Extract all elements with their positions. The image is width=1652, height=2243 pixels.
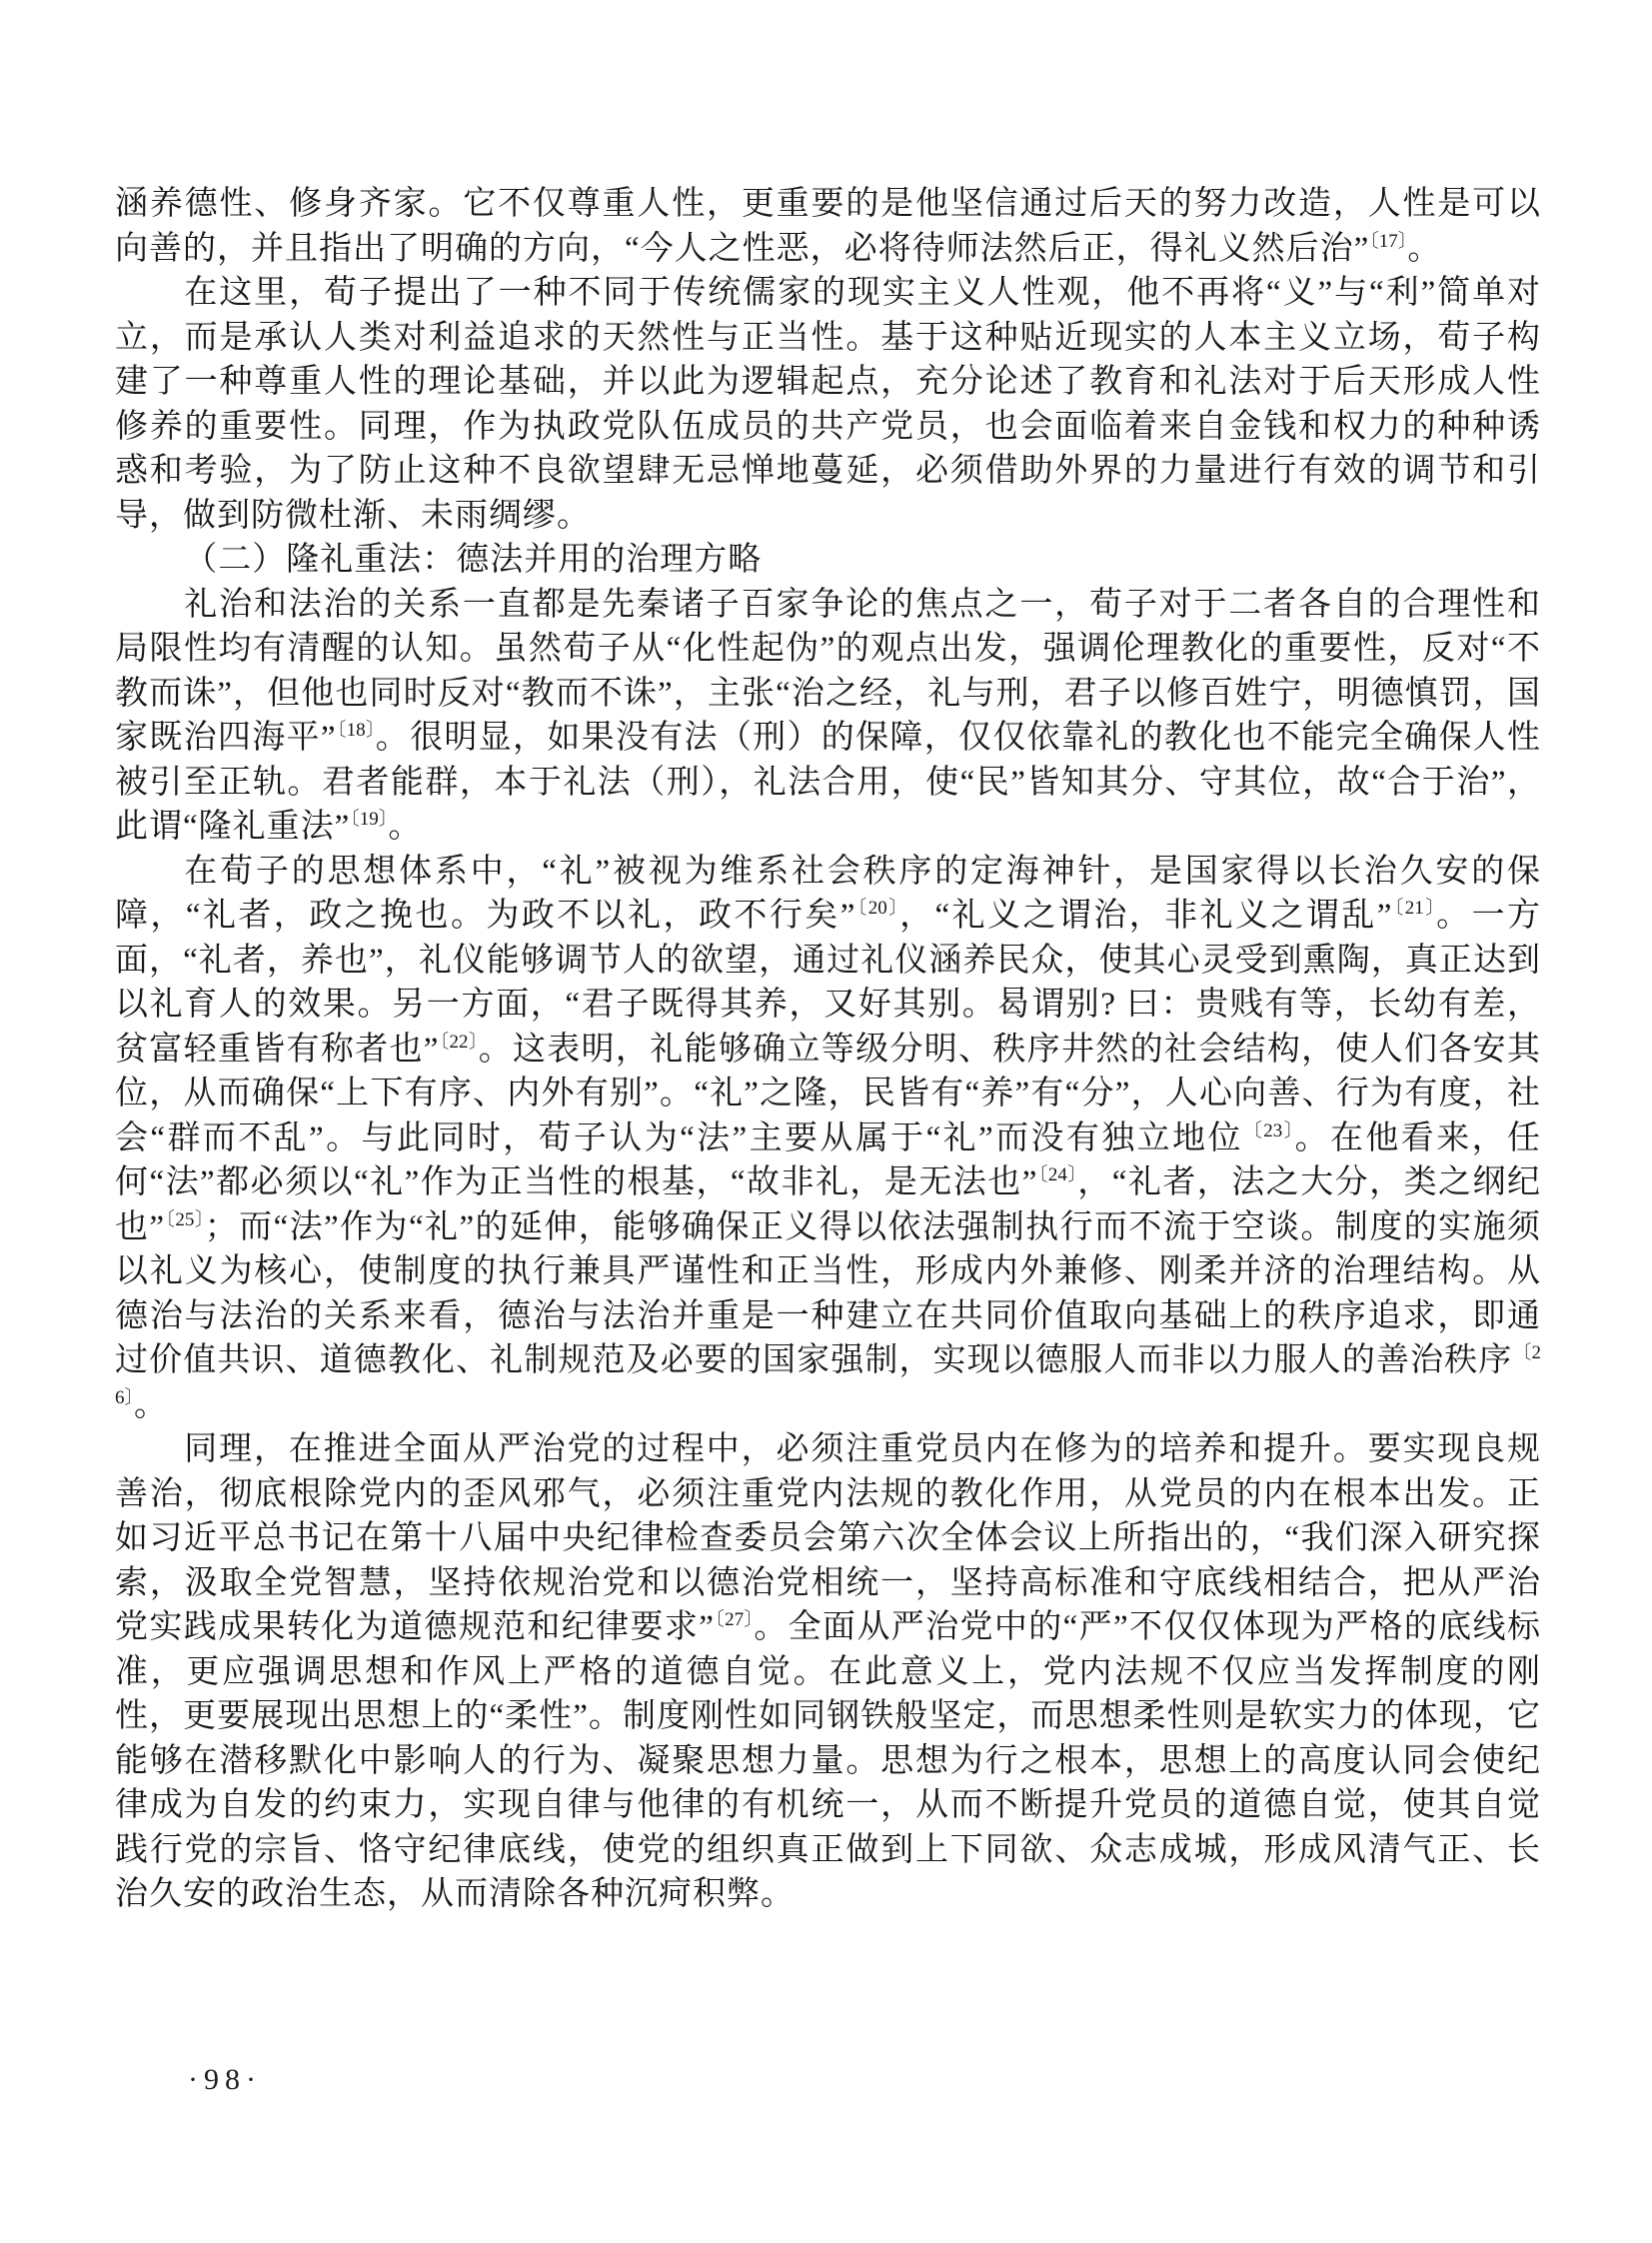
footnote-marker: 〔26〕 [115, 1342, 1541, 1408]
footnote-marker: 〔17〕 [1369, 230, 1408, 252]
body-paragraph: 在这里，荀子提出了一种不同于传统儒家的现实主义人性观，他不再将“义”与“利”简单对立，而是承认人类对利益追求的天然性与正当性。基于这种贴近现实的人本主义立场，荀子构建了一种尊重人性的理论基础，并以此为逻辑起点，充分论述了教育和礼法对于后天形成人性修养的重要性。同理，作为执政党队伍成员的共产党员，也会面临着来自金钱和权力的种种诱惑和考验，为了防止这种不良欲望肆无忌惮地蔓延，必须借助外界的力量进行有效的调节和引导，做到防微杜渐、未雨绸缪。 [115, 275, 1541, 534]
footnote-marker: 〔24〕 [1037, 1164, 1078, 1185]
page-number: ·98· [188, 2063, 262, 2096]
footnote-marker: 〔22〕 [439, 1031, 479, 1053]
body-paragraph: 同理，在推进全面从严治党的过程中，必须注重党员内在修为的培养和提升。要实现良规善治，彻底根除党内的歪风邪气，必须注重党内法规的教化作用，从党员的内在根本出发。正如习近平总书记在第十八届中央纪律检查委员会第六次全体会议上所指出的，“我们深入研究探索，汲取全党智慧，坚持依规治党和以德治党相统一，坚持高标准和守底线相结合，把从严治党实践成果转化为道德规范和纪律要求”$^{〔27〕}$。全面从严治党中的“严”不仅仅体现为严格的底线标准，更应强调思想和作风上严格的道德自觉。在此意义上，党内法规不仅应当发挥制度的刚性，更要展现出思想上的“柔性”。制度刚性如同钢铁般坚定，而思想柔性则是软实力的体现，它能够在潜移默化中影响人的行为、凝聚思想力量。思想为行之根本，思想上的高度认同会使纪律成为自发的约束力，实现自律与他律的有机统一，从而不断提升党员的道德自觉，使其自觉践行党的宗旨、恪守纪律底线，使党的组织真正做到上下同欲、众志成城，形成风清气正、长治久安的政治生态，从而清除各种沉疴积弊。 [115, 1431, 1541, 1912]
footnote-marker: 〔23〕 [1242, 1120, 1295, 1141]
body-paragraph: 在荀子的思想体系中，“礼”被视为维系社会秩序的定海神针，是国家得以长治久安的保障，“礼者，政之挽也。为政不以礼，政不行矣”$^{〔20〕}$，“礼义之谓治，非礼义之谓乱”$^{〔21〕}$。一方面，“礼者，养也”，礼仪能够调节人的欲望，通过礼仪涵养民众，使其心灵受到熏陶，真正达到以礼育人的效果。另一方面，“君子既得其养，又好其别。曷谓别? 曰：贵贱有等，长幼有差，贫富轻重皆有称者也”$^{〔22〕}$。这表明，礼能够确立等级分明、秩序井然的社会结构，使人们各安其位，从而确保“上下有序、内外有别”。“礼”之隆，民皆有“养”有“分”，人心向善、行为有度，社会“群而不乱”。与此同时，荀子认为“法”主要从属于“礼”而没有独立地位$^{〔23〕}$。在他看来，任何“法”都必须以“礼”作为正当性的根基，“故非礼，是无法也”$^{〔24〕}$，“礼者，法之大分，类之纲纪也”$^{〔25〕}$；而“法”作为“礼”的延伸，能够确保正义得以依法强制执行而不流于空谈。制度的实施须以礼义为核心，使制度的执行兼具严谨性和正当性，形成内外兼修、刚柔并济的治理结构。从德治与法治的关系来看，德治与法治并重是一种建立在共同价值取向基础上的秩序追求，即通过价值共识、道德教化、礼制规范及必要的国家强制，实现以德服人而非以力服人的善治秩序$^{〔26〕}$。 [115, 853, 1542, 1423]
footnote-marker: 〔20〕 [855, 898, 900, 919]
footnote-marker: 〔27〕 [714, 1609, 755, 1630]
section-heading: （二）隆礼重法：德法并用的治理方略 [184, 542, 763, 578]
footnote-marker: 〔25〕 [165, 1208, 205, 1230]
article-body [115, 182, 1541, 1917]
body-paragraph: 礼治和法治的关系一直都是先秦诸子百家争论的焦点之一，荀子对于二者各自的合理性和局限性均有清醒的认知。虽然荀子从“化性起伪”的观点出发，强调伦理教化的重要性，反对“不教而诛”，但他也同时反对“教而不诛”，主张“治之经，礼与刑，君子以修百姓宁，明德慎罚，国家既治四海平”$^{〔18〕}$。很明显，如果没有法（刑）的保障，仅仅依靠礼的教化也不能完全确保人性被引至正轨。君者能群，本于礼法（刑），礼法合用，使“民”皆知其分、守其位，故“合于治”，此谓“隆礼重法”$^{〔19〕}$。 [115, 586, 1541, 845]
footnote-marker: 〔19〕 [350, 809, 389, 830]
footnote-marker: 〔18〕 [336, 720, 376, 741]
body-paragraph: 涵养德性、修身齐家。它不仅尊重人性，更重要的是他坚信通过后天的努力改造，人性是可以向善的，并且指出了明确的方向，“今人之性恶，必将待师法然后正，得礼义然后治”$^{〔17〕}$。 [115, 186, 1541, 267]
footnote-marker: 〔21〕 [1392, 898, 1437, 919]
